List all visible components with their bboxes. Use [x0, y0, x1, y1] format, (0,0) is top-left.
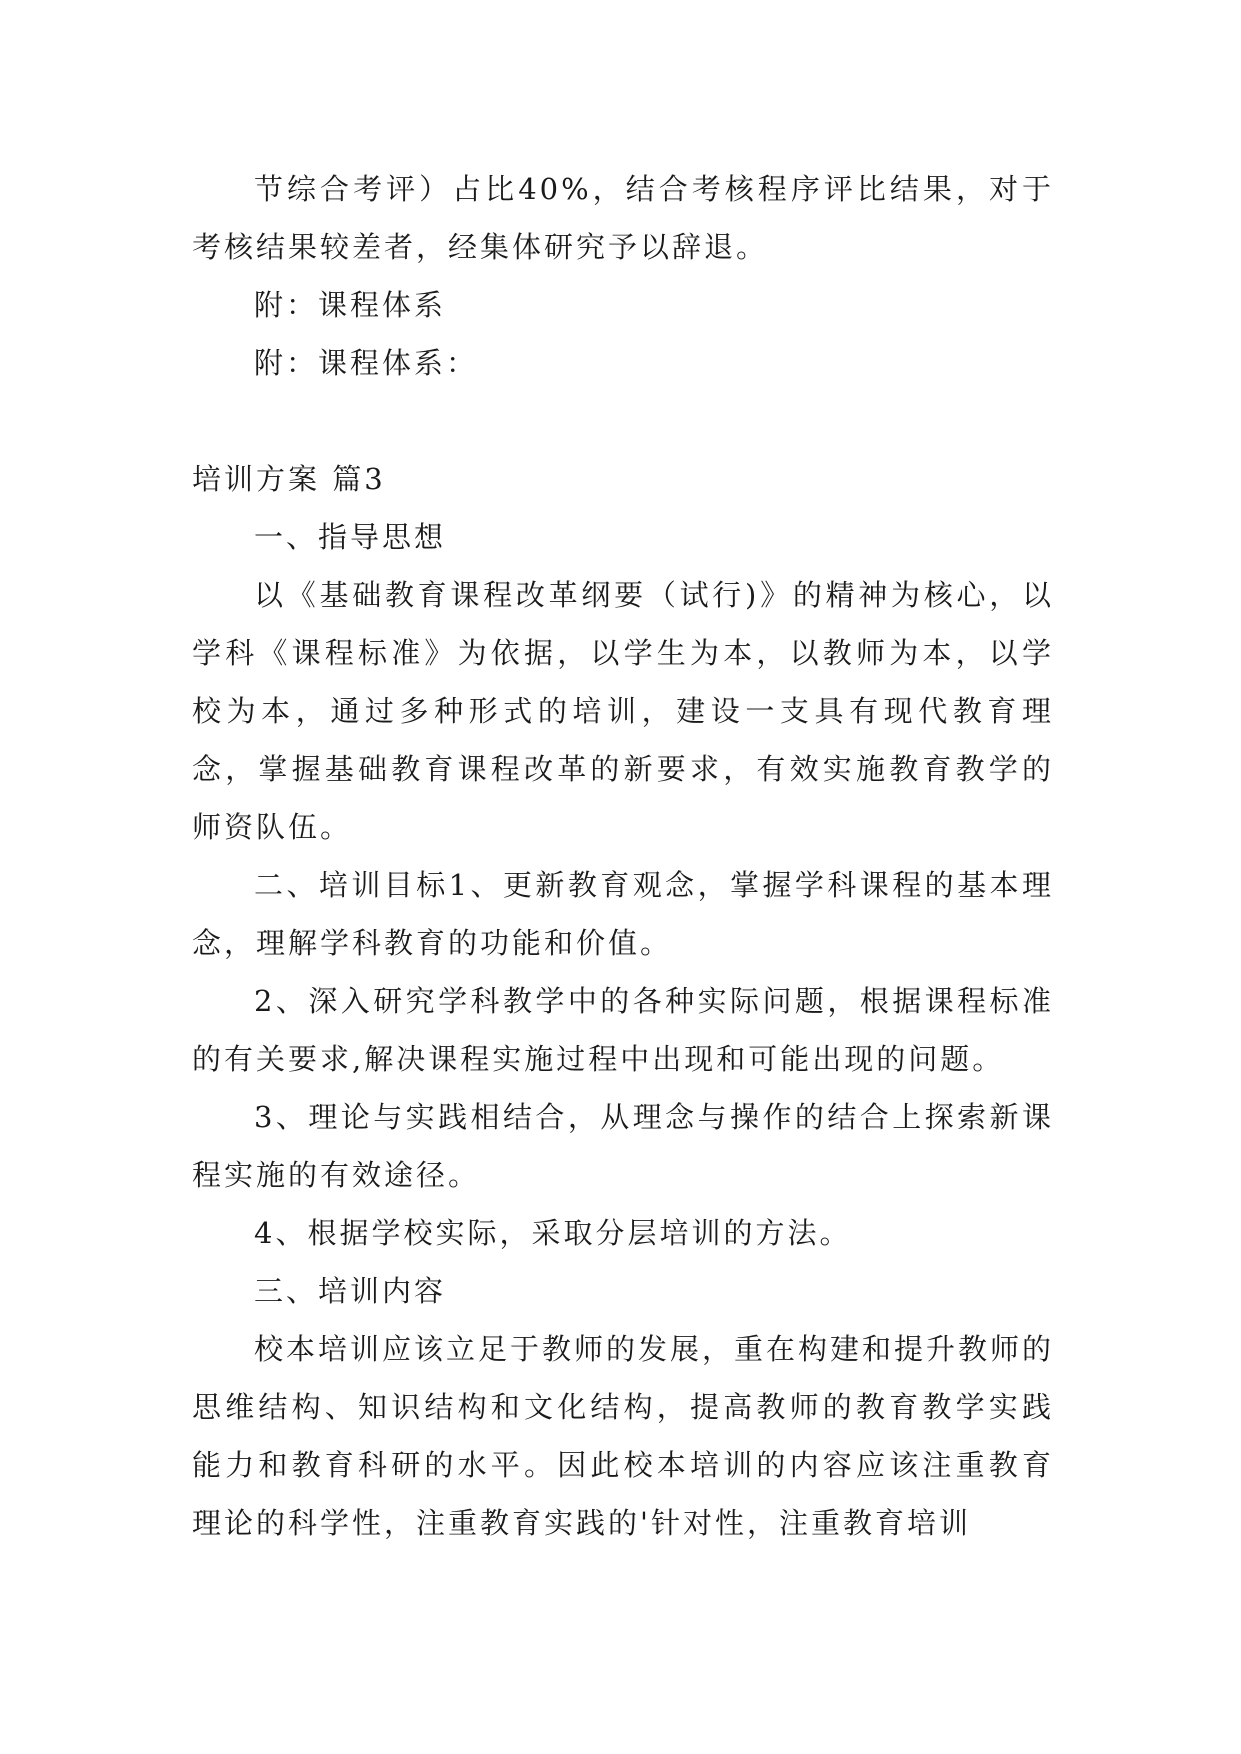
section-spacer: [192, 392, 1054, 450]
paragraph-appendix-2: 附：课程体系：: [254, 346, 479, 380]
paragraph-continuation: 节综合考评）占比40%，结合考核程序评比结果，对于考核结果较差者，经集体研究予以辞退。: [192, 172, 1054, 264]
document-page: [192, 160, 1054, 1552]
paragraph-goal-4: 4、根据学校实际，采取分层培训的方法。: [254, 1216, 852, 1250]
heading-guiding-thought: 一、指导思想: [254, 520, 447, 554]
heading-training-content: 三、培训内容: [254, 1274, 447, 1308]
section-title: 培训方案 篇3: [192, 462, 386, 496]
paragraph-guiding-thought: 以《基础教育课程改革纲要（试行)》的精神为核心，以学科《课程标准》为依据，以学生为本，以教师为本，以学校为本，通过多种形式的培训，建设一支具有现代教育理念，掌握基础教育课程改革的新要求，有效实施教育教学的师资队伍。: [192, 578, 1054, 844]
paragraph-goal-1: 二、培训目标1、更新教育观念，掌握学科课程的基本理念，理解学科教育的功能和价值。: [192, 868, 1054, 960]
paragraph-appendix-1: 附：课程体系: [254, 288, 447, 322]
paragraph-training-content: 校本培训应该立足于教师的发展，重在构建和提升教师的思维结构、知识结构和文化结构，提高教师的教育教学实践能力和教育科研的水平。因此校本培训的内容应该注重教育理论的科学性，注重教育实践的'针对性，注重教育培训: [192, 1332, 1055, 1540]
paragraph-goal-2: 2、深入研究学科教学中的各种实际问题，根据课程标准的有关要求,解决课程实施过程中出现和可能出现的问题。: [192, 984, 1054, 1076]
paragraph-goal-3: 3、理论与实践相结合，从理念与操作的结合上探索新课程实施的有效途径。: [192, 1100, 1054, 1192]
